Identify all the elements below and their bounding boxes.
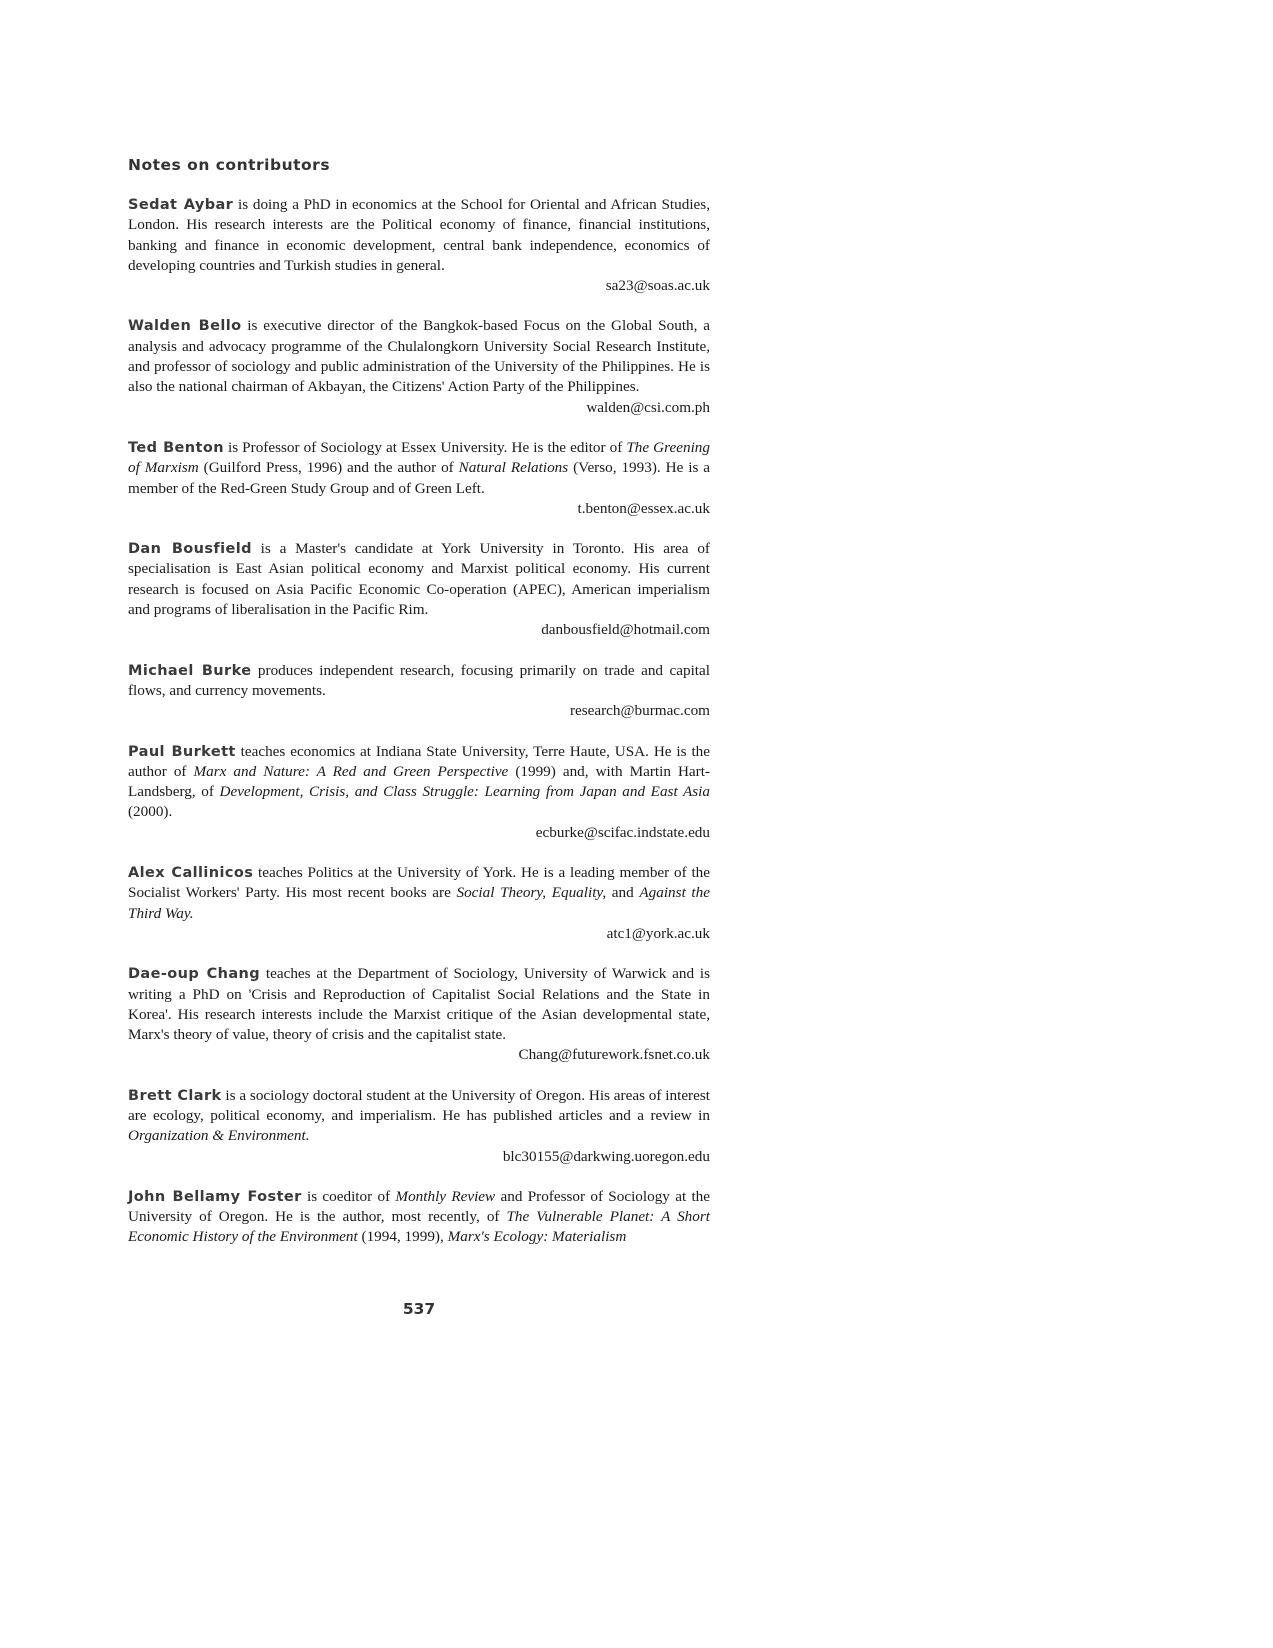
- contributor-bio: [128, 1086, 710, 1147]
- contributor-name: Brett Clark: [128, 1087, 222, 1104]
- contributor-bio: [128, 1187, 710, 1248]
- contributor-email: walden@csi.com.ph: [586, 398, 710, 416]
- contributor-entry: [128, 1187, 710, 1248]
- contributor-name: Walden Bello: [128, 318, 242, 335]
- contributor-bio: [128, 661, 710, 702]
- contributor-bio: [128, 964, 710, 1045]
- contributor-list: [128, 195, 710, 1248]
- contributor-entry: [128, 863, 710, 944]
- contributor-entry: [128, 964, 710, 1065]
- bio-text: is executive director of the Bangkok-based Focus on the Global South, a analysis and advocacy programme of the Chulalongkorn University Social Research Institute, and professor of sociology and public administration of the University of the Philippines. He is also the national chairman of Akbayan, the Citizens' Action Party of the Philippines.: [128, 317, 711, 396]
- work-title: Monthly Review: [395, 1187, 496, 1205]
- contributor-entry: [128, 1086, 710, 1167]
- contributor-email: danbousfield@hotmail.com: [541, 621, 710, 639]
- contributor-entry: [128, 539, 710, 640]
- contributor-name: Paul Burkett: [128, 743, 236, 760]
- bio-text: produces independent research, focusing primarily on trade and capital flows, and currency movements.: [128, 661, 710, 699]
- work-title: Social Theory, Equality,: [456, 884, 607, 902]
- contributor-entry: [128, 195, 710, 296]
- bio-text: is a Master's candidate at York University in Toronto. His area of specialisation is East Asian political economy and Marxist political economy. His current research is focused on Asia Pacific Economic Co-operation (APEC), American imperialism and programs of liberalisation in the Pacific Rim.: [128, 540, 710, 619]
- contributor-name: Sedat Aybar: [128, 197, 234, 213]
- work-title: Marx's Ecology: Materialism: [447, 1228, 627, 1246]
- bio-text: (Guilford Press, 1996) and the author of: [198, 459, 459, 477]
- work-title: The Greening of Marxism: [128, 438, 710, 477]
- bio-text: teaches economics at Indiana State University, Terre Haute, USA. He is the author of: [128, 742, 710, 780]
- section-heading: Notes on contributors: [128, 156, 331, 174]
- contributor-bio: [128, 742, 710, 823]
- contributor-email: blc30155@darkwing.uoregon.edu: [502, 1147, 710, 1165]
- bio-text: is a sociology doctoral student at the University of Oregon. His areas of interest are ecology, political economy, and imperialism. He has published articles and a review in: [128, 1086, 710, 1124]
- bio-text: (1999) and, with Martin Hart-Landsberg, of: [128, 762, 710, 801]
- bio-text: is Professor of Sociology at Essex University. He is the editor of: [223, 438, 627, 456]
- bio-text: (Verso, 1993). He is a member of the Red-Green Study Group and of Green Left.: [128, 459, 711, 497]
- work-title: The Vulnerable Planet: A Short Economic History of the Environment: [128, 1208, 710, 1246]
- contributor-name: Michael Burke: [128, 662, 252, 679]
- contributor-email: Chang@futurework.fsnet.co.uk: [518, 1046, 710, 1064]
- bio-text: and: [606, 884, 640, 902]
- contributor-entry: [128, 438, 710, 519]
- contributor-name: John Bellamy Foster: [128, 1188, 302, 1205]
- contributor-name: Alex Callinicos: [128, 865, 254, 882]
- bio-text: is doing a PhD in economics at the School for Oriental and African Studies, London. His research interests are the Political economy of finance, financial institutions, banking and finance in economic development, central bank independence, economics of developing countries and Turkish studies in general.: [128, 196, 710, 274]
- contributor-email: ecburke@scifac.indstate.edu: [535, 823, 710, 841]
- bio-text: (2000).: [128, 803, 173, 821]
- contributors-column: [128, 156, 710, 1268]
- bio-text: (1994, 1999),: [357, 1228, 448, 1246]
- contributor-name: Dae-oup Chang: [128, 966, 261, 983]
- work-title: Against the Third Way.: [128, 884, 710, 922]
- contributor-bio: [128, 863, 710, 924]
- work-title: Marx and Nature: A Red and Green Perspective: [193, 762, 509, 780]
- contributor-email: research@burmac.com: [569, 702, 710, 720]
- contributor-email: t.benton@essex.ac.uk: [577, 499, 710, 517]
- contributor-entry: [128, 316, 710, 417]
- contributor-email: sa23@soas.ac.uk: [605, 277, 710, 295]
- bio-text: and Professor of Sociology at the University of Oregon. He is the author, most recently, of: [128, 1187, 711, 1226]
- work-title: Natural Relations: [458, 459, 569, 477]
- contributor-bio: [128, 438, 710, 499]
- bio-text: teaches at the Department of Sociology, University of Warwick and is writing a PhD on 'Crisis and Reproduction of Capitalist Social Relations and the State in Korea'. His research interests include the Marxist critique of the Asian developmental state, Marx's theory of value, theory of crisis and the capitalist state.: [128, 965, 710, 1044]
- contributor-bio: [128, 195, 710, 276]
- bio-text: is coeditor of: [301, 1187, 396, 1205]
- contributor-entry: [128, 661, 710, 722]
- work-title: Organization & Environment.: [128, 1127, 310, 1145]
- contributor-name: Ted Benton: [128, 439, 224, 456]
- work-title: Development, Crisis, and Class Struggle: Learning from Japan and East Asia: [219, 783, 711, 801]
- contributor-bio: [128, 316, 710, 397]
- contributor-bio: [128, 539, 710, 620]
- page-number: 537: [402, 1300, 436, 1318]
- bio-text: teaches Politics at the University of York. He is a leading member of the Socialist Workers' Party. His most recent books are: [128, 864, 711, 902]
- contributor-email: atc1@york.ac.uk: [606, 924, 710, 942]
- contributor-name: Dan Bousfield: [128, 541, 252, 558]
- contributor-entry: [128, 742, 710, 843]
